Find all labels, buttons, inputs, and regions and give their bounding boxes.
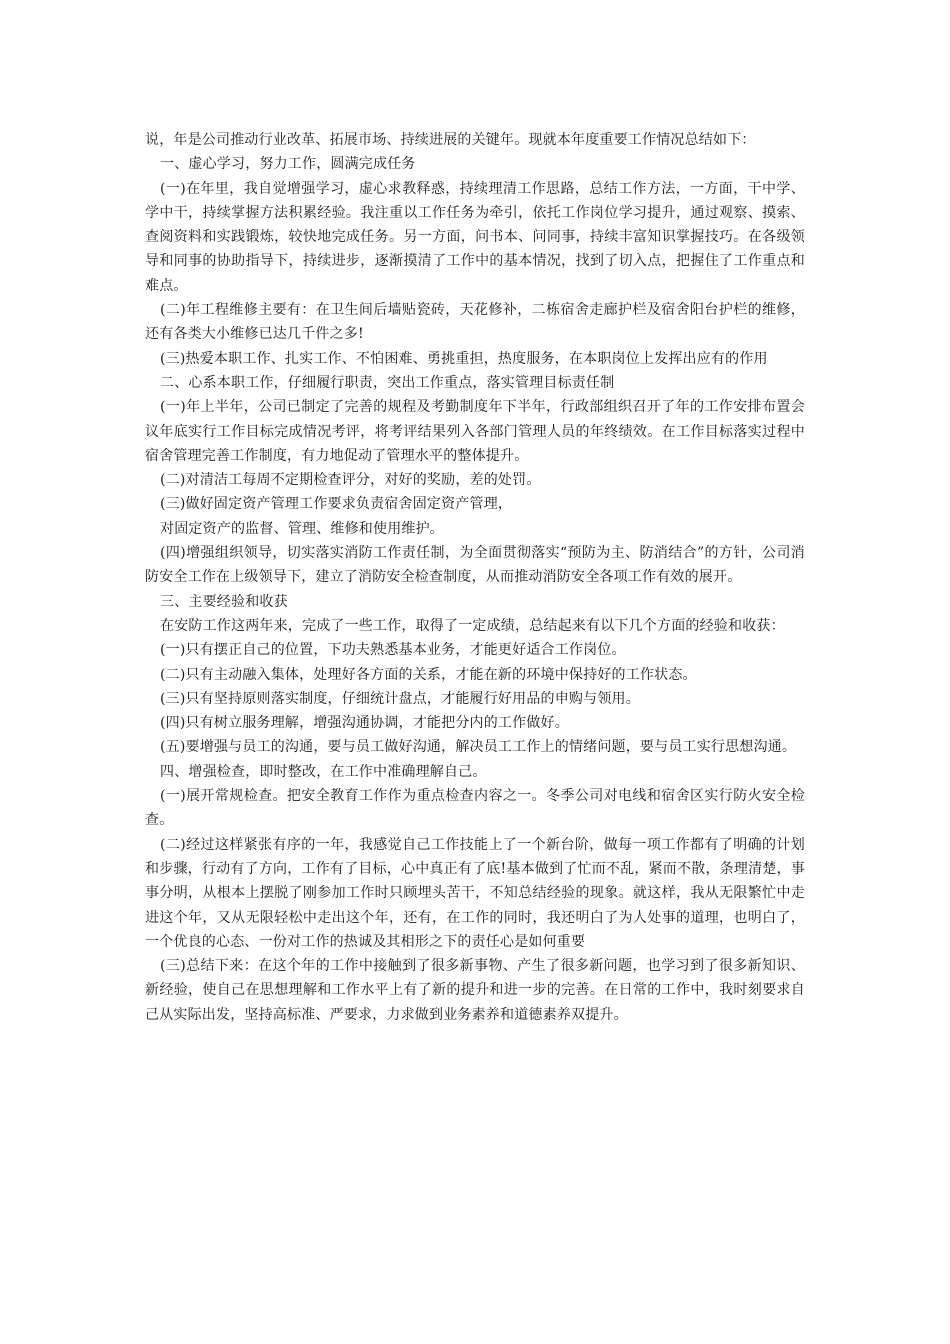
- paragraph: (三)只有坚持原则落实制度，仔细统计盘点，才能履行好用品的申购与领用。: [160, 690, 640, 707]
- paragraph: (一)在年里，我自觉增强学习，虚心求教释惑，持续理清工作思路，总结工作方法，一方面，干中学、学中干，持续掌握方法积累经验。我注重以工作任务为牵引，依托工作岗位学习提升，通过观察、摸索、查阅资料和实践锻炼，较快地完成任务。另一方面，问书本、问同事，持续丰富知识掌握技巧。在各级领导和同事的协助指导下，持续进步，逐渐摸清了工作中的基本情况，找到了切入点，把握住了工作重点和难点。: [145, 180, 805, 294]
- section-heading-1: 一、虚心学习，努力工作，圆满完成任务: [160, 156, 416, 173]
- section-heading-4: 四、增强检查，即时整改，在工作中准确理解自己。: [160, 763, 487, 780]
- paragraph: (五)要增强与员工的沟通，要与员工做好沟通，解决员工工作上的情绪问题，要与员工实行思想沟通。: [160, 739, 797, 756]
- section-heading-3: 三、主要经验和收获: [160, 593, 288, 610]
- paragraph: (三)热爱本职工作、扎实工作、不怕困难、勇挑重担，热度服务，在本职岗位上发挥出应有的作用: [160, 350, 768, 367]
- document-body: [145, 128, 805, 1027]
- paragraph: (二)经过这样紧张有序的一年，我感觉自己工作技能上了一个新台阶，做每一项工作都有了明确的计划和步骤，行动有了方向，工作有了目标，心中真正有了底!基本做到了忙而不乱，紧而不散，条理清楚，事事分明，从根本上摆脱了刚参加工作时只顾埋头苦干，不知总结经验的现象。就这样，我从无限繁忙中走进这个年，又从无限轻松中走出这个年，还有，在工作的同时，我还明白了为人处事的道理，也明白了，一个优良的心态、一份对工作的热诚及其相形之下的责任心是如何重要: [145, 836, 805, 950]
- paragraph: (一)年上半年，公司已制定了完善的规程及考勤制度年下半年，行政部组织召开了年的工作安排布置会议年底实行工作目标完成情况考评，将考评结果列入各部门管理人员的年终绩效。在工作目标落实过程中宿舍管理完善工作制度，有力地促动了管理水平的整体提升。: [145, 399, 805, 464]
- paragraph: 在安防工作这两年来，完成了一些工作，取得了一定成绩，总结起来有以下几个方面的经验和收获：: [160, 617, 785, 634]
- paragraph: (二)对清洁工每周不定期检查评分，对好的奖励，差的处罚。: [160, 472, 541, 489]
- paragraph: (四)只有树立服务理解，增强沟通协调，才能把分内的工作做好。: [160, 715, 569, 732]
- paragraph-intro: 说，年是公司推动行业改革、拓展市场、持续进展的关键年。现就本年度重要工作情况总结如下：: [145, 132, 756, 148]
- paragraph: (二)年工程维修主要有：在卫生间后墙贴瓷砖，天花修补，二栋宿舍走廊护栏及宿舍阳台护栏的维修，还有各类大小维修已达几千件之多!: [145, 302, 805, 343]
- paragraph: (三)总结下来：在这个年的工作中接触到了很多新事物、产生了很多新问题，也学习到了很多新知识、新经验，使自己在思想理解和工作水平上有了新的提升和进一步的完善。在日常的工作中，我时刻要求自己从实际出发，坚持高标准、严要求，力求做到业务素养和道德素养双提升。: [145, 958, 805, 1023]
- paragraph: (三)做好固定资产管理工作要求负责宿舍固定资产管理，: [160, 496, 513, 513]
- section-heading-2: 二、心系本职工作，仔细履行职责，突出工作重点，落实管理目标责任制: [160, 374, 615, 391]
- paragraph: 对固定资产的监督、管理、维修和使用维护。: [160, 520, 444, 537]
- paragraph: (四)增强组织领导，切实落实消防工作责任制，为全面贯彻落实“预防为主、防消结合”的方针，公司消防安全工作在上级领导下，建立了消防安全检查制度，从而推动消防安全各项工作有效的展开。: [145, 545, 805, 586]
- paragraph: (一)展开常规检查。把安全教育工作作为重点检查内容之一。冬季公司对电线和宿舍区实行防火安全检查。: [145, 788, 805, 829]
- paragraph: (二)只有主动融入集体，处理好各方面的关系，才能在新的环境中保持好的工作状态。: [160, 666, 697, 683]
- paragraph: (一)只有摆正自己的位置，下功夫熟悉基本业务，才能更好适合工作岗位。: [160, 642, 626, 659]
